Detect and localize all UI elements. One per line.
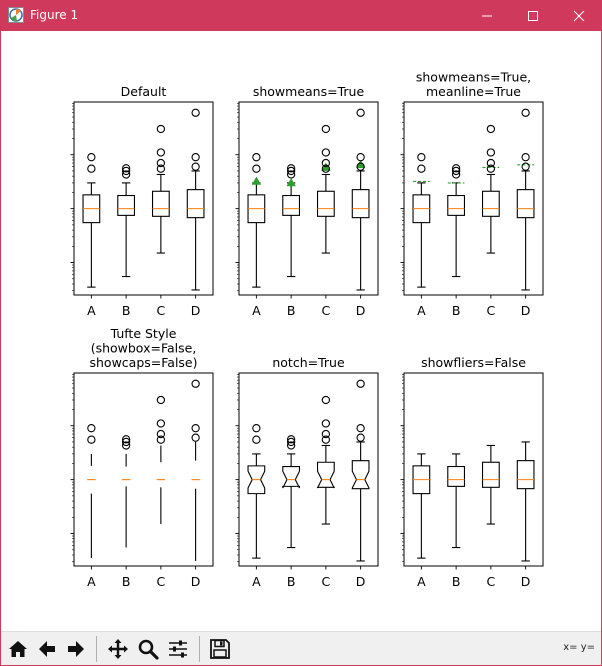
x-tick-label: C — [156, 574, 166, 589]
flier-point — [357, 109, 364, 116]
subplot-title: notch=True — [272, 355, 345, 370]
toolbar-separator — [199, 636, 200, 662]
box-D — [187, 109, 204, 290]
subplot-title: showmeans=True, — [415, 69, 532, 85]
box-C — [157, 396, 165, 524]
x-tick-label: B — [121, 303, 131, 318]
axes-frame — [74, 102, 213, 295]
pan-move-icon — [107, 638, 129, 660]
box-B — [448, 454, 465, 548]
flier-point — [357, 434, 364, 441]
box-A — [83, 154, 100, 288]
flier-point — [487, 149, 494, 156]
x-tick-label: C — [321, 574, 331, 589]
box-C — [318, 125, 335, 253]
box-body — [483, 462, 500, 487]
flier-point — [357, 425, 364, 432]
flier-point — [157, 396, 164, 403]
box-A — [87, 425, 95, 559]
x-tick-label: D — [190, 303, 201, 318]
x-tick-label: A — [87, 574, 96, 589]
box-B — [118, 165, 135, 277]
save-disk-icon — [209, 638, 231, 660]
box-body — [483, 191, 500, 216]
x-tick-label: D — [355, 303, 366, 318]
box-D — [517, 109, 534, 290]
box-B — [283, 436, 300, 548]
close-button[interactable] — [556, 0, 602, 31]
x-tick-label: C — [486, 303, 496, 318]
maximize-icon — [527, 10, 539, 22]
box-body — [153, 191, 170, 216]
home-button[interactable] — [5, 636, 31, 662]
flier-point — [157, 149, 164, 156]
x-tick-label: A — [252, 303, 261, 318]
flier-point — [487, 125, 494, 132]
axes-frame — [404, 102, 543, 295]
x-tick-label: C — [486, 574, 496, 589]
figure-app-icon — [8, 7, 24, 23]
flier-point — [88, 425, 95, 432]
save-button[interactable] — [207, 636, 233, 662]
box-C — [483, 445, 500, 524]
x-tick-label: B — [451, 303, 461, 318]
flier-point — [192, 109, 199, 116]
box-body — [517, 461, 534, 489]
subplot-2 — [236, 84, 379, 318]
configure-subplots-button[interactable] — [165, 636, 191, 662]
x-tick-label: B — [286, 303, 296, 318]
zoom-magnifier-icon — [137, 638, 159, 660]
x-tick-label: D — [190, 574, 201, 589]
box-A — [413, 454, 430, 558]
flier-point — [192, 434, 199, 441]
box-A — [248, 154, 265, 288]
flier-point — [322, 149, 329, 156]
window-title: Figure 1 — [30, 8, 79, 22]
flier-point — [192, 380, 199, 387]
x-tick-label: A — [87, 303, 96, 318]
x-tick-label: D — [520, 303, 531, 318]
subplot-title: showmeans=True — [252, 84, 365, 99]
x-tick-label: B — [451, 574, 461, 589]
flier-point — [357, 154, 364, 161]
x-tick-label: A — [252, 574, 261, 589]
box-body — [448, 196, 465, 216]
x-tick-label: B — [121, 574, 131, 589]
flier-point — [418, 165, 425, 172]
minimize-button[interactable] — [464, 0, 510, 31]
subplot-title: showcaps=False) — [89, 355, 198, 370]
flier-point — [522, 154, 529, 161]
box-body — [448, 467, 465, 487]
flier-point — [88, 436, 95, 443]
subplot-title: meanline=True — [425, 84, 522, 99]
subplot-3 — [401, 70, 544, 319]
x-tick-label: B — [286, 574, 296, 589]
maximize-button[interactable] — [510, 0, 556, 31]
axes-frame — [404, 373, 543, 566]
flier-point — [157, 420, 164, 427]
x-tick-label: D — [520, 574, 531, 589]
box-body — [318, 462, 335, 488]
box-body — [283, 467, 300, 488]
flier-point — [357, 380, 364, 387]
box-D — [191, 380, 199, 561]
subplot-1 — [71, 84, 214, 318]
box-body — [187, 190, 204, 218]
flier-point — [88, 154, 95, 161]
flier-point — [192, 154, 199, 161]
flier-point — [192, 425, 199, 432]
mean-marker — [253, 178, 261, 185]
box-body — [352, 190, 369, 218]
subplot-6 — [401, 355, 544, 589]
subplot-title: Default — [120, 84, 167, 99]
flier-point — [253, 425, 260, 432]
x-tick-label: D — [355, 574, 366, 589]
flier-point — [322, 125, 329, 132]
box-body — [352, 461, 369, 489]
cursor-coordinates: x= y= — [563, 642, 595, 653]
box-A — [248, 425, 265, 559]
box-body — [118, 196, 135, 216]
flier-point — [253, 436, 260, 443]
minimize-icon — [481, 10, 493, 22]
box-D — [352, 380, 369, 561]
box-body — [517, 190, 534, 218]
figure-canvas[interactable] — [1, 31, 601, 631]
subplot-4 — [71, 326, 214, 589]
flier-point — [253, 154, 260, 161]
window-border-left — [0, 31, 1, 666]
box-B — [283, 165, 300, 277]
flier-point — [522, 109, 529, 116]
close-icon — [573, 10, 585, 22]
box-C — [318, 396, 335, 524]
subplot-5 — [236, 355, 379, 589]
box-B — [122, 436, 130, 548]
flier-point — [322, 420, 329, 427]
flier-point — [253, 165, 260, 172]
forward-button[interactable] — [63, 636, 89, 662]
flier-point — [522, 163, 529, 170]
flier-point — [88, 165, 95, 172]
box-B — [448, 165, 465, 277]
pan-button[interactable] — [105, 636, 131, 662]
box-A — [413, 154, 430, 288]
zoom-button[interactable] — [135, 636, 161, 662]
axes-frame — [239, 102, 378, 295]
box-C — [483, 125, 500, 253]
window-titlebar — [0, 0, 602, 31]
box-C — [153, 125, 170, 253]
box-D — [517, 442, 534, 561]
x-tick-label: C — [321, 303, 331, 318]
back-arrow-icon — [36, 638, 58, 660]
box-D — [352, 109, 369, 290]
flier-point — [322, 396, 329, 403]
box-body — [318, 191, 335, 216]
forward-arrow-icon — [65, 638, 87, 660]
subplot-title: Tufte Style — [110, 326, 177, 341]
toolbar-separator — [96, 636, 97, 662]
home-icon — [7, 638, 29, 660]
x-tick-label: C — [156, 303, 166, 318]
subplot-title: (showbox=False, — [90, 340, 197, 356]
axes-frame — [239, 373, 378, 566]
x-tick-label: A — [417, 574, 426, 589]
x-tick-label: A — [417, 303, 426, 318]
navigation-toolbar — [1, 631, 601, 666]
axes-frame — [74, 373, 213, 566]
flier-point — [192, 163, 199, 170]
boxplot-figure — [1, 31, 601, 631]
flier-point — [418, 154, 425, 161]
flier-point — [157, 125, 164, 132]
sliders-icon — [167, 638, 189, 660]
box-body — [283, 196, 300, 216]
subplot-title: showfliers=False — [421, 355, 526, 370]
back-button[interactable] — [34, 636, 60, 662]
